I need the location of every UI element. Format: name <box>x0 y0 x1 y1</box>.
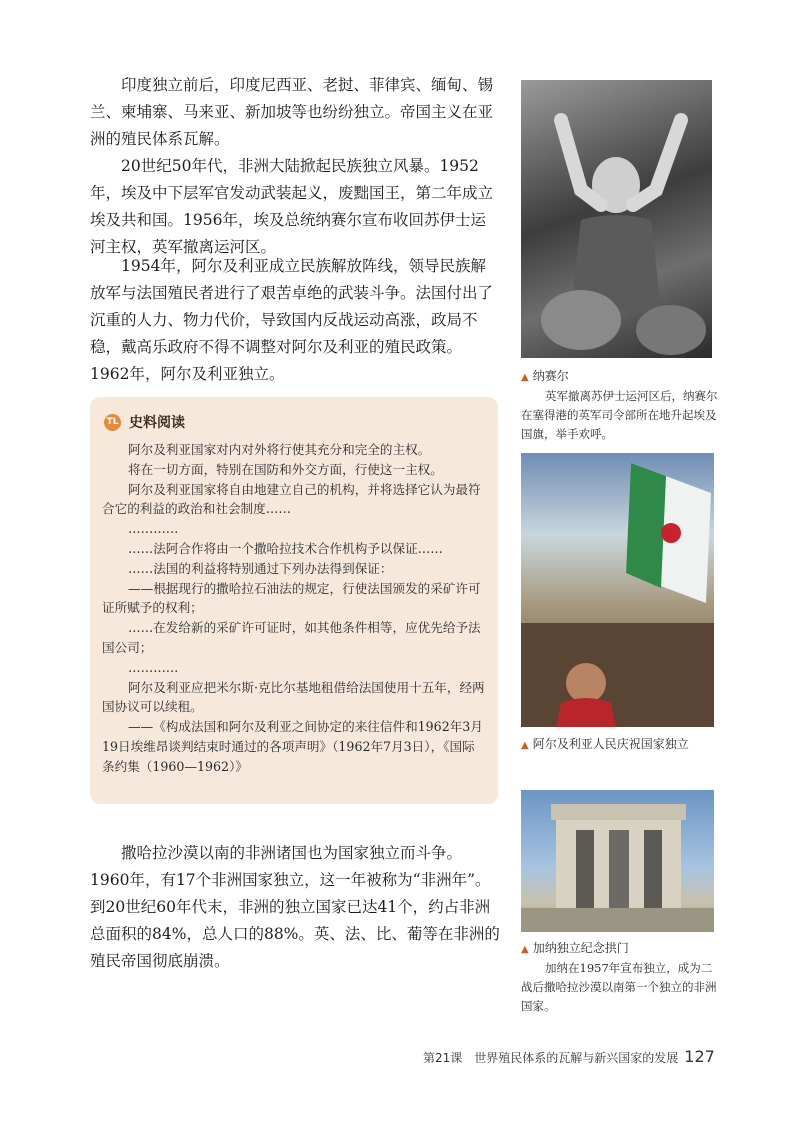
ghana-arch-art <box>521 790 714 932</box>
caption-algeria: ▲ 阿尔及利亚人民庆祝国家独立 <box>521 737 689 751</box>
source-line: ………… <box>128 659 179 675</box>
page-footer <box>423 1047 715 1066</box>
nasser-photo-art <box>521 80 712 358</box>
caption-triangle-icon: ▲ <box>521 944 529 955</box>
paragraph-africa: 撒哈拉沙漠以南的非洲诸国也为国家独立而斗争。1960年，有17个非洲国家独立，这一年被称为“非洲年”。到20世纪60年代末，非洲的独立国家已达41个，约占非洲总面积的84%，总人口的88%。英、法、比、葡等在非洲的殖民帝国彻底崩溃。 <box>90 844 500 970</box>
source-line: ——根据现行的撒哈拉石油法的规定，行使法国颁发的采矿许可证所赋予的权利； <box>102 580 481 616</box>
page-number: 127 <box>684 1047 715 1066</box>
caption-ghana: ▲ 加纳独立纪念拱门 加纳在1957年宣布独立，成为二战后撒哈拉沙漠以南第一个独立的非洲国家。 <box>521 941 717 1013</box>
caption-triangle-icon: ▲ <box>521 740 529 751</box>
paragraph-egypt: 20世纪50年代，非洲大陆掀起民族独立风暴。1952年，埃及中下层军官发动武装起义，废黜国王，第二年成立埃及共和国。1956年，埃及总统纳赛尔宣布收回苏伊士运河主权，英军撤离运河区。 <box>90 157 494 256</box>
source-line: ………… <box>128 521 179 537</box>
source-header <box>104 412 185 432</box>
algeria-celebration-photo <box>521 453 714 727</box>
source-line: ……法阿合作将由一个撒哈拉技术合作机构予以保证…… <box>128 540 443 556</box>
algeria-photo-art <box>521 453 714 727</box>
paragraph-asia: 印度独立前后，印度尼西亚、老挝、菲律宾、缅甸、锡兰、柬埔寨、马来亚、新加坡等也纷纷独立。帝国主义在亚洲的殖民体系瓦解。 <box>90 76 494 148</box>
source-line: ……在发给新的采矿许可证时，如其他条件相等，应优先给予法国公司； <box>102 620 481 655</box>
source-line: 阿尔及利亚国家对内对外将行使其充分和完全的主权。 <box>128 442 431 457</box>
paragraph-algeria: 1954年，阿尔及利亚成立民族解放阵线，领导民族解放军与法国殖民者进行了艰苦卓绝的武装斗争。法国付出了沉重的人力、物力代价，导致国内反战运动高涨，政局不稳，戴高乐政府不得不调整对阿尔及利亚的殖民政策。1962年，阿尔及利亚独立。 <box>90 257 494 383</box>
source-line: ……法国的利益将特别通过下列办法得到保证： <box>128 560 393 576</box>
caption-triangle-icon: ▲ <box>521 372 529 383</box>
source-line: 阿尔及利亚应把米尔斯·克比尔基地租借给法国使用十五年，经两国协议可以续租。 <box>102 679 485 715</box>
source-reading-box <box>90 397 498 804</box>
ghana-arch-photo <box>521 790 714 932</box>
source-line: 将在一切方面，特别在国防和外交方面，行使这一主权。 <box>128 461 443 477</box>
nasser-photo <box>521 80 712 358</box>
source-title: 史料阅读 <box>129 415 185 431</box>
source-body <box>102 440 486 777</box>
source-citation: ——《构成法国和阿尔及利亚之间协定的来往信件和1962年3月19日埃维昂谈判结束时通过的各项声明》（1962年7月3日），《国际条约集（1960—1962）》 <box>102 719 483 774</box>
lesson-title: 第21课 世界殖民体系的瓦解与新兴国家的发展 <box>423 1051 679 1065</box>
source-reading-icon: TL <box>104 414 121 431</box>
caption-nasser: ▲ 纳赛尔 英军撤离苏伊士运河区后，纳赛尔在塞得港的英军司令部所在地升起埃及国旗，举手欢呼。 <box>521 369 718 441</box>
source-line: 阿尔及利亚国家将自由地建立自己的机构，并将选择它认为最符合它的利益的政治和社会制度…… <box>102 481 481 517</box>
